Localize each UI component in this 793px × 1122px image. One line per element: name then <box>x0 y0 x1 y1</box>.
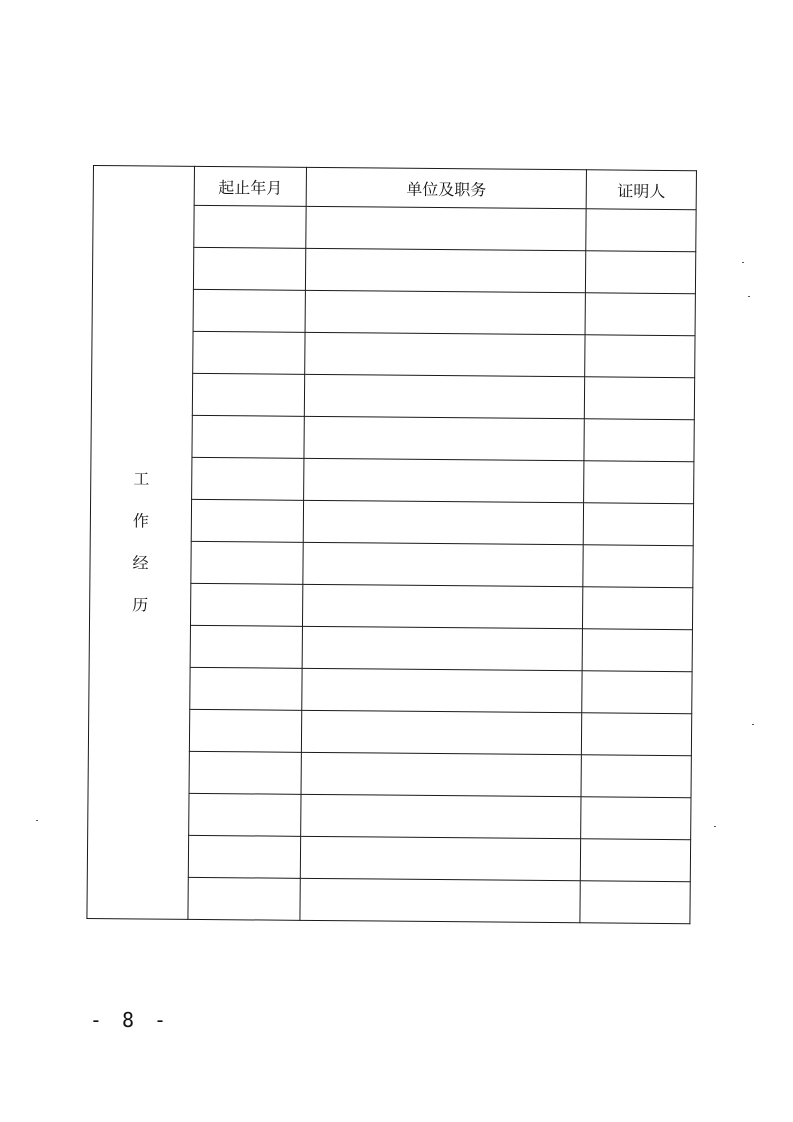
unit-and-position-cell <box>306 206 586 250</box>
period-cell <box>190 583 302 626</box>
header-period: 起止年月 <box>194 166 306 206</box>
unit-and-position-cell <box>304 374 584 418</box>
section-label-char: 经 <box>132 553 149 573</box>
witness-cell <box>582 671 692 714</box>
header-unit-and-position: 单位及职务 <box>306 167 586 208</box>
unit-and-position-cell <box>301 710 581 754</box>
witness-cell <box>582 587 692 630</box>
period-cell <box>193 331 305 374</box>
witness-cell <box>580 881 690 924</box>
unit-and-position-cell <box>301 752 581 796</box>
unit-and-position-cell <box>302 584 582 628</box>
period-cell <box>189 751 301 794</box>
period-cell <box>191 499 303 542</box>
witness-cell <box>583 503 693 546</box>
scan-speck <box>742 262 744 263</box>
unit-and-position-cell <box>302 626 582 670</box>
unit-and-position-cell <box>304 458 584 502</box>
witness-cell <box>585 251 695 294</box>
section-label-char: 历 <box>132 595 149 615</box>
scan-speck <box>748 296 750 297</box>
witness-cell <box>585 293 695 336</box>
unit-and-position-cell <box>305 290 585 334</box>
witness-cell <box>581 797 691 840</box>
period-cell <box>192 373 304 416</box>
unit-and-position-cell <box>302 668 582 712</box>
unit-and-position-cell <box>300 878 580 922</box>
period-cell <box>193 247 305 290</box>
table-header-row <box>93 166 696 210</box>
witness-cell <box>583 545 693 588</box>
unit-and-position-cell <box>301 794 581 838</box>
page-number: - 8 - <box>89 1008 171 1032</box>
witness-cell <box>584 461 694 504</box>
witness-cell <box>581 713 691 756</box>
witness-cell <box>580 839 690 882</box>
section-label-work-history <box>87 166 195 920</box>
period-cell <box>190 667 302 710</box>
witness-cell <box>581 755 691 798</box>
period-cell <box>190 625 302 668</box>
unit-and-position-cell <box>305 332 585 376</box>
unit-and-position-cell <box>300 836 580 880</box>
period-cell <box>192 457 304 500</box>
section-label-char: 工 <box>133 469 150 489</box>
section-label-char: 作 <box>132 511 149 531</box>
period-cell <box>192 415 304 458</box>
unit-and-position-cell <box>303 500 583 544</box>
period-cell <box>189 709 301 752</box>
work-history-table <box>86 165 697 924</box>
period-cell <box>189 793 301 836</box>
scan-speck <box>36 820 38 821</box>
period-cell <box>191 541 303 584</box>
witness-cell <box>584 377 694 420</box>
witness-cell <box>582 629 692 672</box>
unit-and-position-cell <box>305 248 585 292</box>
period-cell <box>193 289 305 332</box>
witness-cell <box>586 209 696 252</box>
period-cell <box>188 877 300 920</box>
unit-and-position-cell <box>303 542 583 586</box>
scan-speck <box>752 724 754 725</box>
witness-cell <box>584 419 694 462</box>
witness-cell <box>585 335 695 378</box>
unit-and-position-cell <box>304 416 584 460</box>
scan-speck <box>714 826 716 827</box>
period-cell <box>188 835 300 878</box>
header-witness: 证明人 <box>586 170 696 210</box>
period-cell <box>194 205 306 248</box>
